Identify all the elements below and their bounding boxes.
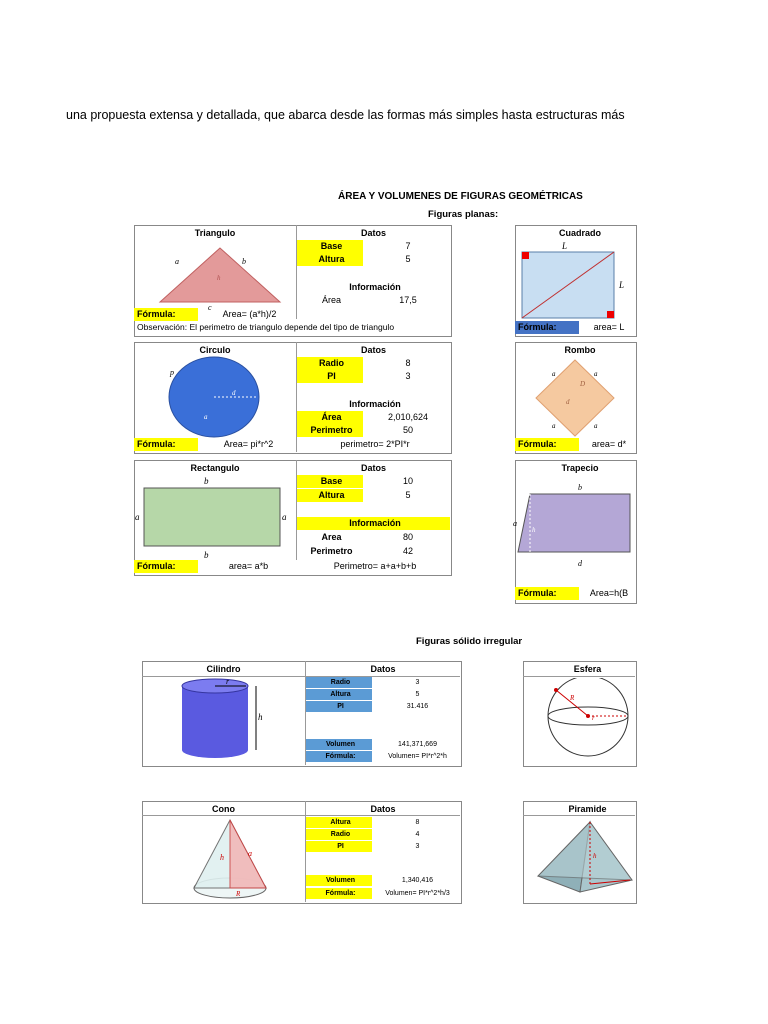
esfera-title: Esfera <box>573 664 602 674</box>
circulo-perimetro-label: Perimetro <box>297 424 363 437</box>
cuadrado-title: Cuadrado <box>558 228 601 238</box>
rectangulo-formula: area= a*b <box>228 561 269 571</box>
cilindro-volumen-label: Volumen <box>306 739 372 750</box>
cilindro-altura-value: 5 <box>415 691 420 698</box>
cilindro-radio-label: Radio <box>306 677 372 688</box>
rect-a-right: a <box>282 512 287 522</box>
esfera-r: r <box>592 714 595 722</box>
intro-text: una propuesta extensa y detallada, que abarca desde las formas más simples hasta estructuras más <box>66 108 625 122</box>
circulo-radio-label: Radio <box>297 357 363 370</box>
cono-title: Cono <box>212 804 235 814</box>
circulo-perimetro-value: 50 <box>402 425 413 435</box>
trapecio-formula: Area=h(B <box>589 588 629 598</box>
piramide-title: Piramide <box>568 804 607 814</box>
cilindro-formula-label: Fórmula: <box>306 751 372 762</box>
circulo-p-label: p <box>170 368 174 377</box>
sphere-figure <box>540 678 635 762</box>
pyramid-figure <box>530 818 635 900</box>
trapecio-title: Trapecio <box>561 463 599 473</box>
rectangulo-area-value: 80 <box>402 532 413 542</box>
circulo-a-label: a <box>204 413 208 421</box>
cono-altura-label: Altura <box>306 817 372 828</box>
cylinder-figure <box>170 678 280 764</box>
rombo-D: D <box>580 380 586 388</box>
cilindro-radio-value: 3 <box>415 679 420 686</box>
circulo-radio-value: 8 <box>405 358 411 368</box>
circle-figure <box>160 355 280 440</box>
trapecio-d: d <box>578 559 582 568</box>
triangulo-base-label: Base <box>297 240 363 253</box>
triangulo-h-label: h <box>217 274 221 282</box>
triangulo-formula-label: Fórmula: <box>134 308 198 321</box>
planas-heading: Figuras planas: <box>428 209 499 220</box>
cilindro-pi-label: PI <box>306 701 372 712</box>
triangulo-info-header: Información <box>349 282 401 292</box>
circulo-area-value: 2,010,624 <box>387 412 429 422</box>
cilindro-pi-value: 31.416 <box>406 703 429 710</box>
rectangulo-altura-label: Altura <box>297 489 363 502</box>
circulo-pi-label: PI <box>297 370 363 383</box>
cone-figure <box>190 816 280 902</box>
cono-altura-value: 8 <box>415 819 420 826</box>
cuadrado-formula: area= L <box>593 322 625 332</box>
rectangulo-base-value: 10 <box>402 476 413 486</box>
triangulo-altura-label: Altura <box>297 253 363 266</box>
document-title: ÁREA Y VOLUMENES DE FIGURAS GEOMÉTRICAS <box>338 191 583 202</box>
rectangulo-perimetro-value: 42 <box>402 546 413 556</box>
rombo-a3: a <box>552 422 556 430</box>
cilindro-title: Cilindro <box>206 664 241 674</box>
rectangulo-title: Rectangulo <box>190 463 240 473</box>
cono-formula-label: Fórmula: <box>306 888 372 899</box>
solidos-heading: Figuras sólido irregular <box>416 636 523 647</box>
circulo-datos-header: Datos <box>360 345 386 355</box>
rombo-d: d <box>566 398 570 406</box>
trapecio-b: b <box>578 483 582 492</box>
cilindro-altura-label: Altura <box>306 689 372 700</box>
cuadrado-formula-label: Fórmula: <box>515 321 579 334</box>
rectangulo-formula-label: Fórmula: <box>134 560 198 573</box>
triangulo-a-label: a <box>175 257 179 266</box>
triangulo-title: Triangulo <box>194 228 236 238</box>
cono-pi-label: PI <box>306 841 372 852</box>
cuadrado-l-side: L <box>619 280 625 290</box>
square-figure <box>518 240 628 320</box>
esfera-R: R <box>570 694 575 702</box>
cono-volumen-value: 1,340,416 <box>401 877 434 884</box>
triangulo-area-value: 17,5 <box>399 295 417 305</box>
rect-a-left: a <box>135 512 140 522</box>
cono-formula: Volumen= PI*r^2*h/3 <box>385 890 450 897</box>
cono-R: R <box>236 890 241 898</box>
trapezoid-figure <box>512 480 632 572</box>
triangulo-area-label: Área <box>321 295 341 305</box>
cuadrado-l-top: L <box>562 241 568 251</box>
triangle-figure <box>150 240 290 310</box>
cono-pi-value: 3 <box>415 843 420 850</box>
triangulo-formula: Area= (a*h)/2 <box>222 309 277 319</box>
circulo-formula-perimetro: perimetro= 2*PI*r <box>340 439 410 449</box>
cono-h: h <box>220 853 224 862</box>
cilindro-h: h <box>258 712 263 722</box>
rombo-formula-label: Fórmula: <box>515 438 579 451</box>
rectangle-figure <box>134 474 294 560</box>
circulo-title: Circulo <box>199 345 231 355</box>
cono-a: a <box>248 849 252 858</box>
rectangulo-altura-value: 5 <box>405 490 411 500</box>
circulo-info-header: Información <box>349 399 401 409</box>
triangulo-observacion: Observación: El perimetro de triangulo depende del tipo de triangulo <box>137 322 395 332</box>
cilindro-formula: Volumen= PI*r^2*h <box>388 753 447 760</box>
triangulo-datos-header: Datos <box>360 228 386 238</box>
triangulo-base-value: 7 <box>405 241 411 251</box>
rect-b-top: b <box>204 476 209 486</box>
rectangulo-area-label: Area <box>321 532 342 542</box>
piramide-h: h <box>593 852 597 860</box>
rectangulo-datos-header: Datos <box>360 463 386 473</box>
trapecio-h: h <box>532 526 536 534</box>
rombo-a4: a <box>594 422 598 430</box>
rectangulo-formula-perimetro: Perimetro= a+a+b+b <box>333 561 417 571</box>
cono-radio-value: 4 <box>415 831 420 838</box>
rect-b-bottom: b <box>204 550 209 560</box>
circulo-area-label: Área <box>297 411 363 424</box>
circulo-formula-label: Fórmula: <box>134 438 198 451</box>
rombo-a1: a <box>552 370 556 378</box>
triangulo-c-label: c <box>208 303 212 310</box>
triangulo-altura-value: 5 <box>405 254 411 264</box>
cono-volumen-label: Volumen <box>306 875 372 886</box>
rectangulo-perimetro-label: Perimetro <box>310 546 353 556</box>
trapecio-a: a <box>513 519 517 528</box>
rombo-formula: area= d* <box>591 439 627 449</box>
triangulo-b-label: b <box>242 257 246 266</box>
rectangulo-base-label: Base <box>297 475 363 488</box>
rombo-title: Rombo <box>564 345 596 355</box>
rombo-a2: a <box>594 370 598 378</box>
cilindro-r: r <box>226 678 230 686</box>
circulo-d-label: d <box>232 389 236 397</box>
circulo-pi-value: 3 <box>405 371 411 381</box>
cono-radio-label: Radio <box>306 829 372 840</box>
circulo-formula: Area= pi*r^2 <box>223 439 274 449</box>
trapecio-formula-label: Fórmula: <box>515 587 579 600</box>
rectangulo-info-header: Información <box>297 517 450 530</box>
cono-datos-header: Datos <box>370 804 396 814</box>
rhombus-figure <box>530 356 620 438</box>
cilindro-volumen-value: 141,371,669 <box>398 741 437 748</box>
cilindro-datos-header: Datos <box>370 664 396 674</box>
